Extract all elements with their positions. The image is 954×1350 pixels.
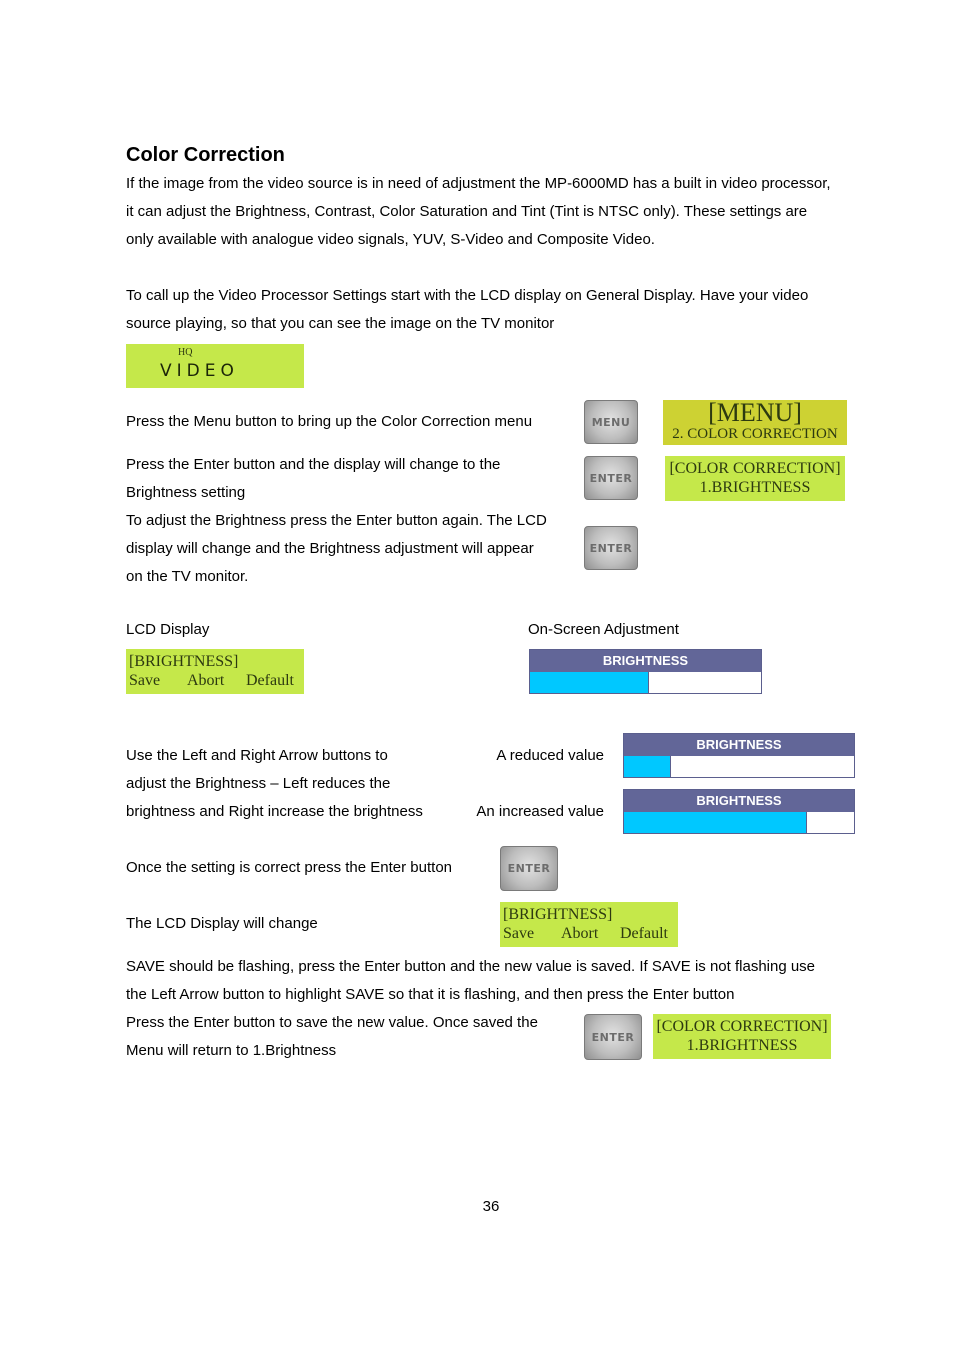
osd-brightness-increased [623,789,855,834]
lcd-line: 1.BRIGHTNESS [699,479,811,496]
save-note [126,953,866,1009]
lcd-video-label: VIDEO [160,361,239,381]
step-line: brightness and Right increase the brightness [126,803,423,820]
onscreen-adjustment-label: On-Screen Adjustment [528,621,679,638]
osd-level-bar [624,812,807,833]
lcd-hq-label: HQ [178,347,193,358]
lcd-save-option: Save [129,672,161,689]
step-line: Press the Enter button and the display will change to the [126,456,501,473]
call-up-line: To call up the Video Processor Settings start with the LCD display on General Display. Have your video [126,287,809,304]
lcd-line: [MENU] [708,398,802,427]
step-correct-text: Once the setting is correct press the Enter button [126,859,453,876]
lcd-line: [COLOR CORRECTION] [669,460,841,477]
step-line: adjust the Brightness – Left reduces the [126,775,391,792]
call-up-paragraph [126,282,866,338]
osd-level-bar [530,672,649,693]
lcd-abort-option: Abort [187,672,225,689]
note-line: SAVE should be flashing, press the Enter button and the new value is saved. If SAVE is not flashing use [126,958,816,975]
step-save-text [126,1009,576,1065]
step-adjust-text [126,507,576,591]
lcd-display-label: LCD Display [126,621,210,638]
lcd-brightness-changed [500,902,678,947]
reduced-value-label: A reduced value [496,747,604,764]
enter-button-icon: ENTER [584,526,638,570]
arrows-text [126,742,456,826]
menu-button-icon: MENU [584,400,638,444]
increased-value-label: An increased value [476,803,604,820]
osd-brightness-reduced [623,733,855,778]
enter-button-icon: ENTER [584,456,638,500]
lcd-line: [BRIGHTNESS] [503,906,613,923]
step-line: Use the Left and Right Arrow buttons to [126,747,388,764]
step-change-text: The LCD Display will change [126,915,318,932]
intro-line: it can adjust the Brightness, Contrast, Color Saturation and Tint (Tint is NTSC only). These settings are [126,203,808,220]
intro-line: If the image from the video source is in need of adjustment the MP-6000MD has a built in video processor, [126,175,831,192]
call-up-line: source playing, so that you can see the image on the TV monitor [126,315,555,332]
lcd-general-display [126,344,304,388]
note-line: the Left Arrow button to highlight SAVE so that it is flashing, and then press the Enter button [126,986,735,1003]
page-number: 36 [482,1198,500,1215]
osd-title: BRIGHTNESS [624,790,854,812]
lcd-line: 2. COLOR CORRECTION [672,426,838,442]
enter-button-icon: ENTER [584,1014,642,1060]
lcd-default-option: Default [620,925,668,942]
lcd-color-correction-saved [653,1014,831,1059]
step-line: To adjust the Brightness press the Enter button again. The LCD [126,512,547,529]
osd-title: BRIGHTNESS [530,650,761,672]
step-line: Menu will return to 1.Brightness [126,1042,337,1059]
step-enter-text [126,451,576,507]
lcd-line: [COLOR CORRECTION] [656,1018,828,1035]
lcd-save-option: Save [503,925,535,942]
lcd-menu [663,400,847,445]
lcd-line: 1.BRIGHTNESS [686,1037,798,1054]
enter-button-icon: ENTER [500,846,558,891]
lcd-abort-option: Abort [561,925,599,942]
page-title: Color Correction [126,144,285,166]
osd-brightness [529,649,762,694]
lcd-default-option: Default [246,672,294,689]
step-line: display will change and the Brightness adjustment will appear [126,540,534,557]
step-line: Brightness setting [126,484,246,501]
intro-paragraph [126,170,866,254]
lcd-brightness [126,649,304,694]
step-line: Press the Enter button to save the new value. Once saved the [126,1014,538,1031]
step-menu-text: Press the Menu button to bring up the Color Correction menu [126,413,533,430]
intro-line: only available with analogue video signals, YUV, S-Video and Composite Video. [126,231,655,248]
lcd-color-correction [665,456,845,501]
osd-level-bar [624,756,671,777]
step-line: on the TV monitor. [126,568,249,585]
lcd-line: [BRIGHTNESS] [129,653,239,670]
osd-title: BRIGHTNESS [624,734,854,756]
